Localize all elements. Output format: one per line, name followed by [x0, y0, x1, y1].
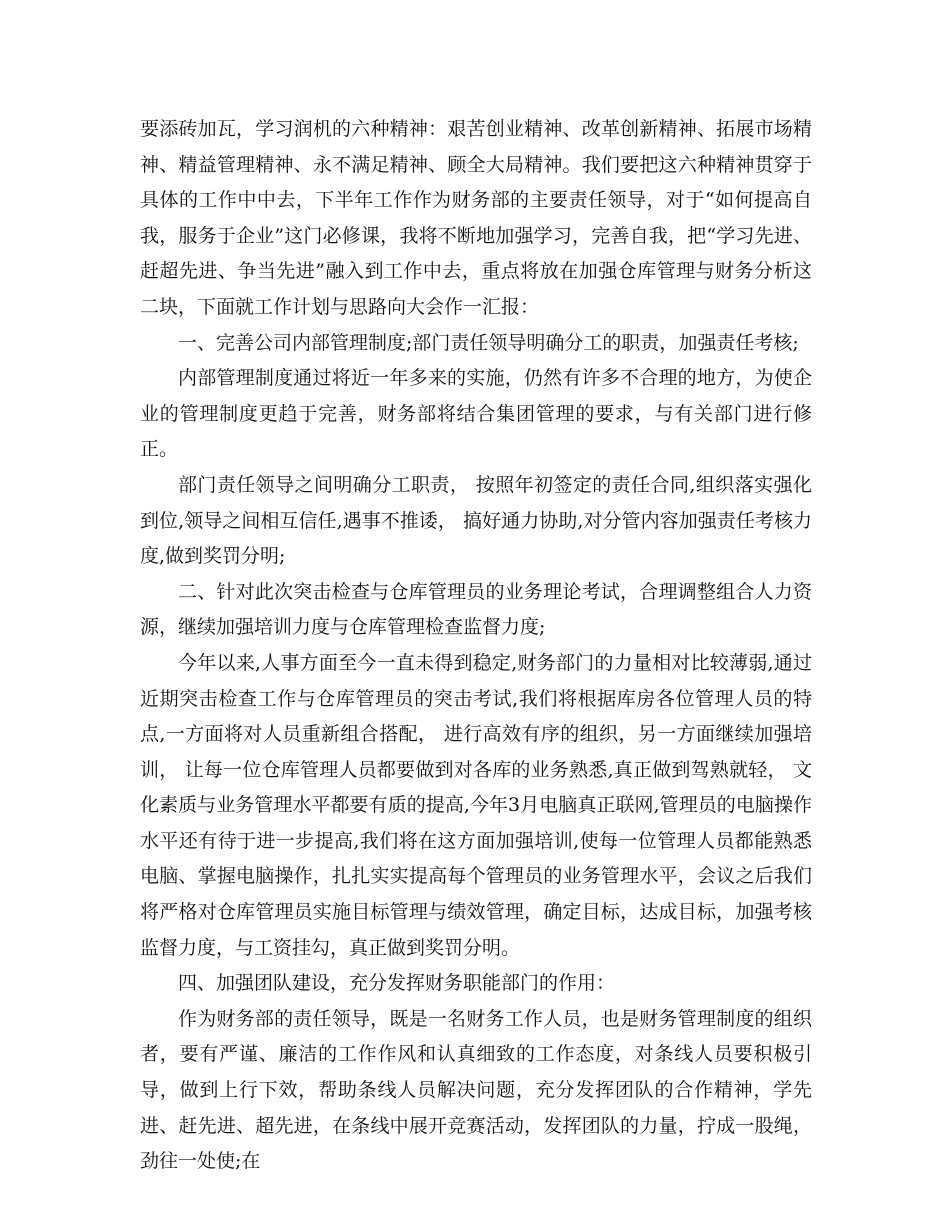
document-body	[140, 112, 812, 1180]
paragraph-team-building: 作为财务部的责任领导，既是一名财务工作人员，也是财务管理制度的组织者，要有严谨、廉洁的工作作风和认真细致的工作态度，对条线人员要积极引导，做到上行下效，帮助条线人员解决问题，充分发挥团队的合作精神，学先进、赶先进、超先进，在条线中展开竞赛活动，发挥团队的力量，拧成一股绳，劲往一处使;在	[140, 1007, 812, 1173]
paragraph-section-four-heading: 四、加强团队建设，充分发挥财务职能部门的作用：	[178, 972, 616, 995]
paragraph-section-two-heading: 二、针对此次突击检查与仓库管理员的业务理论考试，合理调整组合人力资源，继续加强培训力度与仓库管理检查监督力度;	[140, 580, 812, 639]
paragraph-personnel-training: 今年以来,人事方面至今一直未得到稳定,财务部门的力量相对比较薄弱,通过近期突击检查工作与仓库管理员的突击考试,我们将根据库房各位管理人员的特点,一方面将对人员重新组合搭配， 进行高效有序的组织，另一方面继续加强培训， 让每一位仓库管理人员都要做到对各库的业务熟悉,真正做到驾熟就轻， 文化素质与业务管理水平都要有质的提高,今年3月电脑真正联网,管理员的电脑操作水平还有待于进一步提高,我们将在这方面加强培训,使每一位管理人员都能熟悉电脑、掌握电脑操作，扎扎实实提高每个管理员的业务管理水平，会议之后我们将严格对仓库管理员实施目标管理与绩效管理，确定目标，达成目标，加强考核监督力度，与工资挂勾，真正做到奖罚分明。	[140, 651, 812, 959]
paragraph-responsibility-division: 部门责任领导之间明确分工职责， 按照年初签定的责任合同,组织落实强化到位,领导之间相互信任,遇事不推诿， 搞好通力协助,对分管内容加强责任考核力度,做到奖罚分明;	[140, 473, 812, 568]
paragraph-intro: 要添砖加瓦，学习润机的六种精神：艰苦创业精神、改革创新精神、拓展市场精神、精益管理精神、永不满足精神、顾全大局精神。我们要把这六种精神贯穿于具体的工作中中去，下半年工作作为财务部的主要责任领导，对于“如何提高自我，服务于企业”这门必修课，我将不断地加强学习，完善自我，把“学习先进、赶超先进、争当先进”融入到工作中去，重点将放在加强仓库管理与财务分析这二块，下面就工作计划与思路向大会作一汇报：	[140, 118, 812, 318]
paragraph-internal-management: 内部管理制度通过将近一年多来的实施，仍然有许多不合理的地方，为使企业的管理制度更趋于完善，财务部将结合集团管理的要求，与有关部门进行修正。	[140, 367, 812, 461]
paragraph-section-one-heading: 一、完善公司内部管理制度;部门责任领导明确分工的职责，加强责任考核;	[178, 331, 799, 354]
